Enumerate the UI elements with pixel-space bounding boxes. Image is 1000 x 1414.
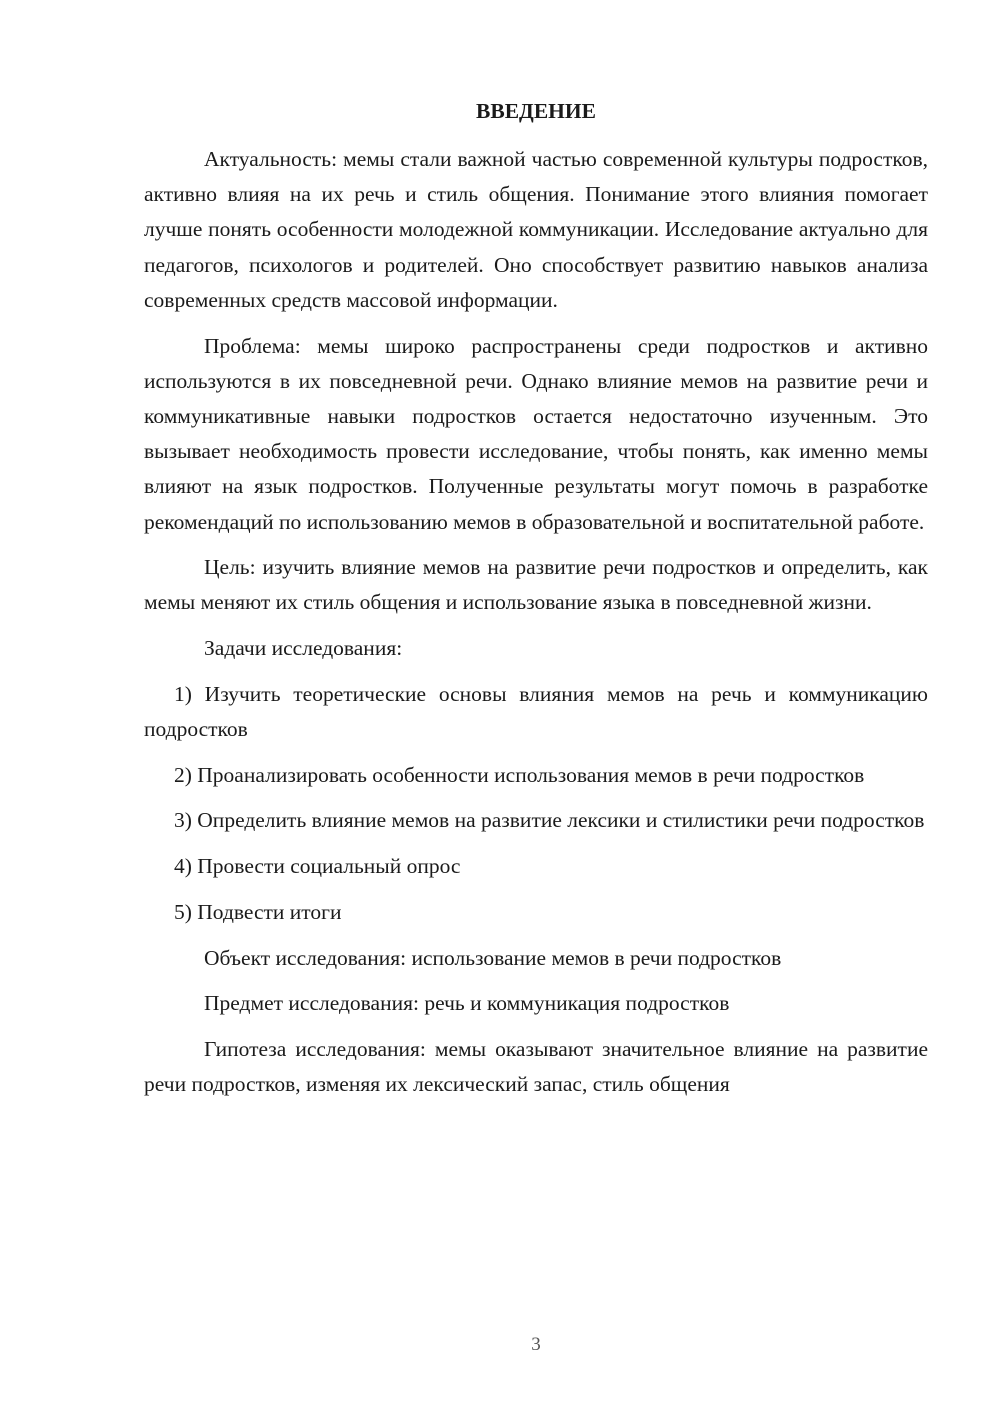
task-item: 4) Провести социальный опрос — [174, 854, 461, 879]
problem-paragraph: Проблема: мемы широко распространены среди подростков и активно используются в их повседневной речи. Однако влияние мемов на развитие речи и коммуникативные навыки подростков остается недостаточно изученным. Это вызывает необходимость провести исследование, чтобы понять, как именно мемы влияют на язык подростков. Полученные результаты могут помочь в разработке рекомендаций по использованию мемов в образовательной и воспитательной работе. — [144, 333, 928, 534]
section-title: ВВЕДЕНИЕ — [476, 99, 596, 123]
task-item: 2) Проанализировать особенности использования мемов в речи подростков — [174, 762, 865, 787]
task-item: 5) Подвести итоги — [174, 899, 342, 924]
hypothesis-paragraph: Гипотеза исследования: мемы оказывают значительное влияние на развитие речи подростков, изменяя их лексический запас, стиль общения — [144, 1036, 928, 1097]
page-number: 3 — [531, 1334, 541, 1355]
goal-paragraph: Цель: изучить влияние мемов на развитие речи подростков и определить, как мемы меняют их стиль общения и использование языка в повседневной жизни. — [144, 555, 928, 615]
subject-paragraph: Предмет исследования: речь и коммуникация подростков — [204, 991, 730, 1016]
task-item: 1) Изучить теоретические основы влияния мемов на речь и коммуникацию подростков — [144, 681, 928, 742]
document-body — [144, 142, 928, 1102]
tasks-heading: Задачи исследования: — [204, 636, 403, 661]
relevance-paragraph: Актуальность: мемы стали важной частью современной культуры подростков, активно влияя на их речь и стиль общения. Понимание этого влияния помогает лучше понять особенности молодежной коммуникации. Исследование актуально для педагогов, психологов и родителей. Оно способствует развитию навыков анализа современных средств массовой информации. — [144, 147, 928, 312]
object-paragraph: Объект исследования: использование мемов в речи подростков — [204, 945, 782, 970]
task-item: 3) Определить влияние мемов на развитие лексики и стилистики речи подростков — [174, 808, 925, 833]
